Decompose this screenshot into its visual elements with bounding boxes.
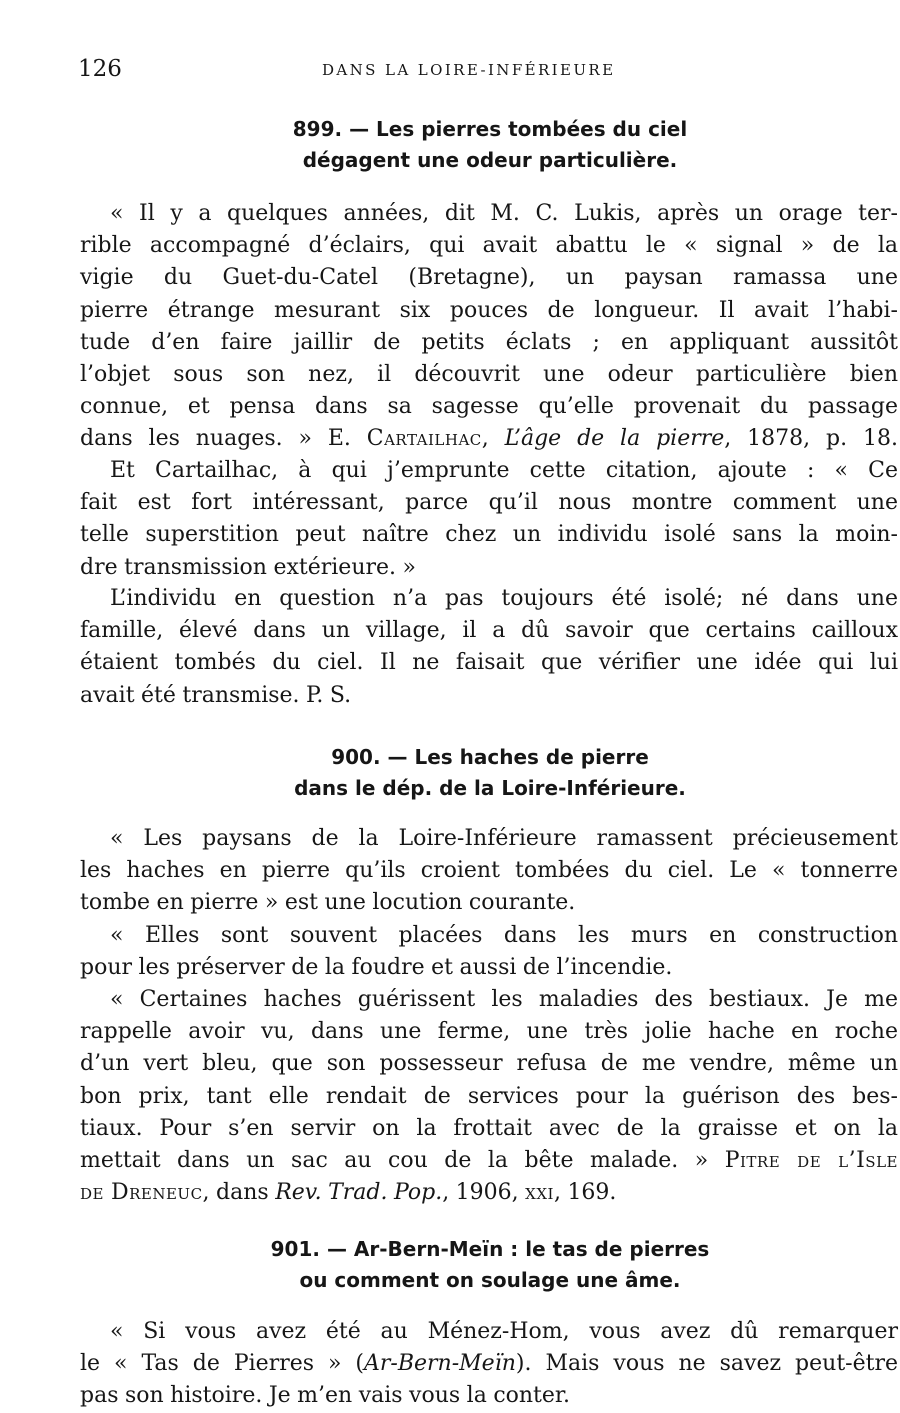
running-head [78, 56, 898, 86]
section-900-paragraph-3: « Certaines haches guérissent les maladies des bestiaux. Je me rappelle avoir vu, dans une ferme, une très jolie hache en roche d’un vert bleu, que son possesseur refusa de me vendre, même un bon prix, tant elle rendait de services pour la guérison des bes- tiaux. Pour s’en servir on la frottait avec de la graisse et on la mettait dans un sac au cou de la bête malade. » Pitre de l’Isle de Dreneuc, dans Rev. Trad. Pop., 1906, xxi, 169. [80, 984, 898, 1209]
section-901-paragraph-1: « Si vous avez été au Ménez-Hom, vous avez dû remarquer le « Tas de Pierres » (Ar-Bern-Meïn). Mais vous ne savez peut-être pas son histoire. Je m’en vais vous la conter. [80, 1319, 898, 1409]
author-name: de Dreneuc [80, 1180, 203, 1206]
citation-line: dans les nuages. » E. Cartailhac, L’âge de la pierre, 1878, p. 18. [80, 426, 898, 452]
running-title: DANS LA LOIRE-INFÉRIEURE [322, 61, 616, 79]
work-title: L’âge de la pierre [504, 426, 725, 452]
section-899-paragraph-2: Et Cartailhac, à qui j’emprunte cette citation, ajoute : « Ce fait est fort intéressant, parce qu’il nous montre comment une telle superstition peut naître chez un individu isolé sans la moin- dre transmission extérieure. » [80, 458, 898, 580]
section-899-paragraph-3: L’individu en question n’a pas toujours été isolé; né dans une famille, élevé dans un village, il a dû savoir que certains cailloux étaient tombés du ciel. Il ne faisait que vérifier une idée qui lui avait été transmise. P. S. [80, 586, 898, 708]
place-name: Ar-Bern-Meïn [364, 1351, 516, 1377]
author-name: Cartailhac [366, 426, 482, 452]
section-900-paragraph-2: « Elles sont souvent placées dans les murs en construction pour les préserver de la foudre et aussi de l’incendie. [80, 923, 898, 981]
section-899-title: 899. — Les pierres tombées du ciel dégagent une odeur particulière. [292, 117, 688, 172]
volume-number: xxi [525, 1180, 554, 1206]
citation-line: de Dreneuc, dans Rev. Trad. Pop., 1906, xxi, 169. [80, 1180, 617, 1206]
section-900-paragraph-1: « Les paysans de la Loire-Inférieure ramassent précieusement les haches en pierre qu’ils croient tombées du ciel. Le « tonnerre tombe en pierre » est une locution courante. [80, 826, 898, 916]
page-number: 126 [78, 56, 122, 82]
section-899-paragraph-1: « Il y a quelques années, dit M. C. Lukis, après un orage ter- rible accompagné d’éclairs, qui avait abattu le « signal » de la vigie du Guet-du-Catel (Bretagne), un paysan ramassa une pierre étrange mesurant six pouces de longueur. Il avait l’habi- tude d’en faire jaillir de petits éclats ; en appliquant aussitôt l’objet sous son nez, il découvrit une odeur particulière bien connue, et pensa dans sa sagesse qu’elle provenait du passage dans les nuages. » E. Cartailhac, L’âge de la pierre, 1878, p. 18. [80, 198, 898, 456]
author-name: Pitre de l’Isle [724, 1148, 898, 1174]
journal-title: Rev. Trad. Pop. [275, 1180, 443, 1206]
section-900-title: 900. — Les haches de pierre dans le dép. de la Loire-Inférieure. [294, 745, 686, 800]
section-901-title: 901. — Ar-Bern-Meïn : le tas de pierres ou comment on soulage une âme. [270, 1237, 710, 1292]
